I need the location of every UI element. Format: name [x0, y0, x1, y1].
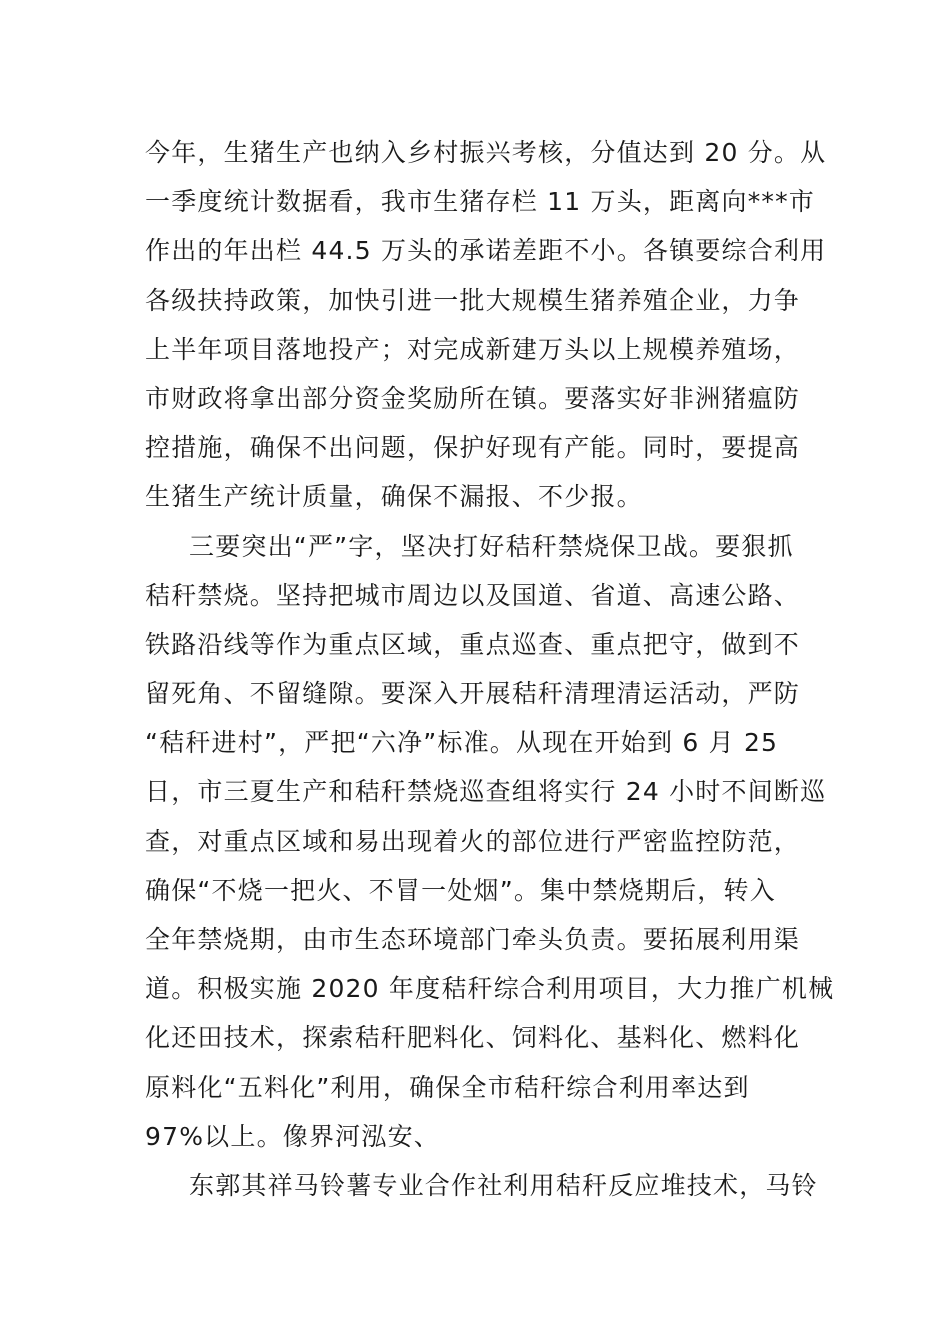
- paragraph-start-line: 东郭其祥马铃薯专业合作社利用秸秆反应堆技术，马铃: [189, 1170, 818, 1200]
- text-line: 97%以上。像界河泓安、: [145, 1121, 440, 1151]
- text-line: 全年禁烧期，由市生态环境部门牵头负责。要拓展利用渠: [145, 925, 801, 954]
- text-line: 日，市三夏生产和秸秆禁烧巡查组将实行 24 小时不间断巡: [145, 777, 827, 807]
- text-line: 留死角、不留缝隙。要深入开展秸秆清理清运活动，严防: [145, 679, 801, 709]
- paragraph-start-line: 三要突出“严”字，坚决打好秸秆禁烧保卫战。要狠抓: [189, 531, 794, 561]
- text-line: 铁路沿线等作为重点区域，重点巡查、重点把守，做到不: [145, 629, 801, 659]
- text-line: 原料化“五料化”利用，确保全市秸秆综合利用率达到: [145, 1072, 750, 1102]
- text-line: “秸秆进村”，严把“六净”标准。从现在开始到 6 月 25: [145, 728, 779, 758]
- text-line: 确保“不烧一把火、不冒一处烟”。集中禁烧期后，转入: [145, 875, 776, 905]
- text-line: 各级扶持政策，加快引进一批大规模生猪养殖企业，力争: [145, 285, 801, 315]
- text-line: 道。积极实施 2020 年度秸秆综合利用项目，大力推广机械: [145, 974, 835, 1004]
- text-line: 查，对重点区域和易出现着火的部位进行严密监控防范，: [145, 826, 801, 856]
- text-line: 一季度统计数据看，我市生猪存栏 11 万头，距离向***市: [145, 187, 816, 217]
- text-line: 化还田技术，探索秸秆肥料化、饲料化、基料化、燃料化: [145, 1023, 801, 1053]
- text-line: 上半年项目落地投产；对完成新建万头以上规模养殖场，: [145, 334, 801, 364]
- document-body: [145, 128, 835, 1210]
- text-line: 今年，生猪生产也纳入乡村振兴考核，分值达到 20 分。从: [145, 138, 827, 167]
- text-line: 市财政将拿出部分资金奖励所在镇。要落实好非洲猪瘟防: [145, 383, 801, 413]
- text-line: 秸秆禁烧。坚持把城市周边以及国道、省道、高速公路、: [145, 580, 801, 610]
- text-line: 生猪生产统计质量，确保不漏报、不少报。: [145, 482, 643, 512]
- text-line: 控措施，确保不出问题，保护好现有产能。同时，要提高: [145, 433, 801, 463]
- text-line: 作出的年出栏 44.5 万头的承诺差距不小。各镇要综合利用: [145, 236, 827, 266]
